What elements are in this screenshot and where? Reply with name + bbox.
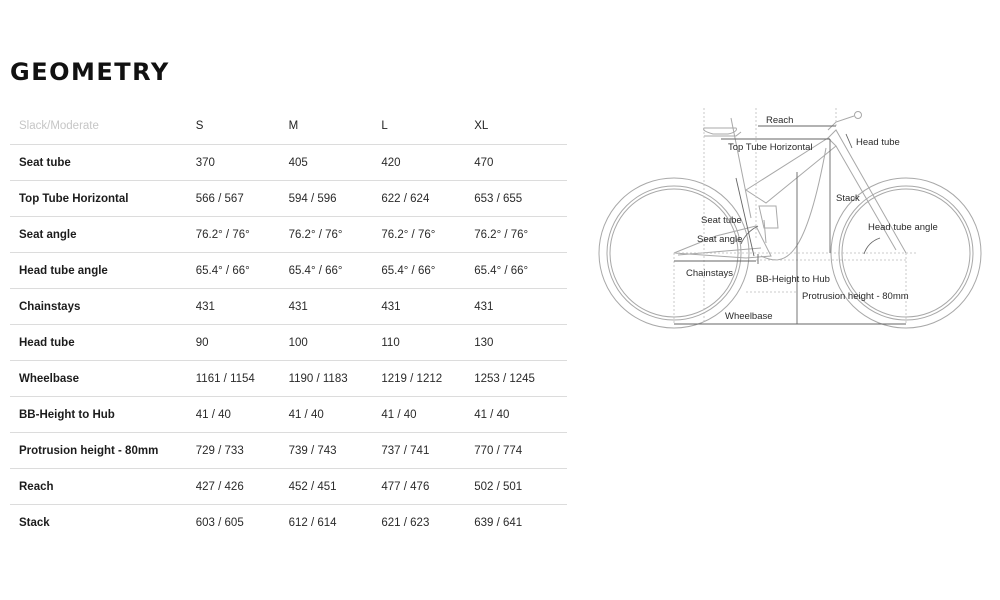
row-value: 76.2° / 76° xyxy=(288,228,343,241)
row-value: 130 xyxy=(474,336,494,349)
label-chainstays: Chainstays xyxy=(686,268,733,279)
table-header-row xyxy=(10,108,567,145)
geometry-setting-label: Slack/Moderate xyxy=(19,120,99,132)
page-title: GEOMETRY xyxy=(10,58,170,86)
size-header-m: M xyxy=(288,120,299,132)
row-value: 566 / 567 xyxy=(195,192,244,205)
table-row xyxy=(10,469,567,505)
row-value: 1161 / 1154 xyxy=(195,372,255,385)
row-value: 729 / 733 xyxy=(195,444,244,457)
bike-diagram-svg xyxy=(596,108,996,334)
row-value: 737 / 741 xyxy=(381,444,430,457)
geometry-table xyxy=(10,108,567,540)
row-value: 110 xyxy=(381,336,400,349)
row-value: 65.4° / 66° xyxy=(288,264,343,277)
row-value: 100 xyxy=(288,336,308,349)
row-value: 603 / 605 xyxy=(195,516,244,529)
row-value: 65.4° / 66° xyxy=(474,264,529,277)
row-label: Stack xyxy=(19,516,50,529)
row-value: 470 xyxy=(474,156,494,169)
row-value: 431 xyxy=(288,300,308,313)
table-row xyxy=(10,361,567,397)
row-value: 639 / 641 xyxy=(474,516,523,529)
label-head-tube: Head tube xyxy=(856,137,900,148)
table-row xyxy=(10,397,567,433)
row-value: 594 / 596 xyxy=(288,192,337,205)
row-value: 41 / 40 xyxy=(195,408,231,421)
row-label: Protrusion height - 80mm xyxy=(19,444,159,457)
row-value: 770 / 774 xyxy=(474,444,523,457)
size-header-l: L xyxy=(381,120,388,132)
row-value: 1253 / 1245 xyxy=(474,372,535,385)
label-protrusion: Protrusion height - 80mm xyxy=(802,291,909,302)
row-value: 420 xyxy=(381,156,401,169)
label-wheelbase: Wheelbase xyxy=(725,311,773,322)
row-value: 65.4° / 66° xyxy=(195,264,250,277)
row-value: 1190 / 1183 xyxy=(288,372,348,385)
table-row xyxy=(10,253,567,289)
row-label: Chainstays xyxy=(19,300,81,313)
table-row xyxy=(10,505,567,540)
table-row xyxy=(10,433,567,469)
bike-geometry-diagram xyxy=(596,108,996,334)
row-label: Head tube xyxy=(19,336,75,349)
row-value: 653 / 655 xyxy=(474,192,523,205)
row-value: 622 / 624 xyxy=(381,192,430,205)
row-value: 427 / 426 xyxy=(195,480,244,493)
size-header-s: S xyxy=(195,120,204,132)
row-value: 41 / 40 xyxy=(288,408,324,421)
size-header-xl: XL xyxy=(474,120,489,132)
row-value: 431 xyxy=(381,300,401,313)
label-bb-height: BB-Height to Hub xyxy=(756,274,830,285)
row-label: Reach xyxy=(19,480,54,493)
row-label: Seat angle xyxy=(19,228,77,241)
row-value: 76.2° / 76° xyxy=(195,228,250,241)
label-top-tube: Top Tube Horizontal xyxy=(728,142,813,153)
row-value: 1219 / 1212 xyxy=(381,372,443,385)
row-label: Top Tube Horizontal xyxy=(19,192,129,205)
label-head-tube-angle: Head tube angle xyxy=(868,222,938,233)
label-seat-tube: Seat tube xyxy=(701,215,742,226)
row-value: 612 / 614 xyxy=(288,516,337,529)
row-value: 41 / 40 xyxy=(381,408,417,421)
row-label: Head tube angle xyxy=(19,264,108,277)
row-label: BB-Height to Hub xyxy=(19,408,115,421)
row-value: 621 / 623 xyxy=(381,516,430,529)
row-value: 405 xyxy=(288,156,308,169)
table-row xyxy=(10,181,567,217)
table-row xyxy=(10,325,567,361)
row-value: 76.2° / 76° xyxy=(474,228,529,241)
row-value: 431 xyxy=(195,300,215,313)
row-value: 452 / 451 xyxy=(288,480,337,493)
row-value: 65.4° / 66° xyxy=(381,264,436,277)
row-value: 502 / 501 xyxy=(474,480,523,493)
row-value: 477 / 476 xyxy=(381,480,430,493)
table-row xyxy=(10,145,567,181)
row-value: 739 / 743 xyxy=(288,444,337,457)
label-reach: Reach xyxy=(766,115,794,126)
table-row xyxy=(10,289,567,325)
label-stack: Stack xyxy=(836,193,860,204)
row-label: Seat tube xyxy=(19,156,71,169)
row-value: 370 xyxy=(195,156,215,169)
label-seat-angle: Seat angle xyxy=(697,234,743,245)
row-label: Wheelbase xyxy=(19,372,80,385)
table-row xyxy=(10,217,567,253)
row-value: 431 xyxy=(474,300,494,313)
row-value: 90 xyxy=(195,336,209,349)
row-value: 41 / 40 xyxy=(474,408,510,421)
row-value: 76.2° / 76° xyxy=(381,228,436,241)
